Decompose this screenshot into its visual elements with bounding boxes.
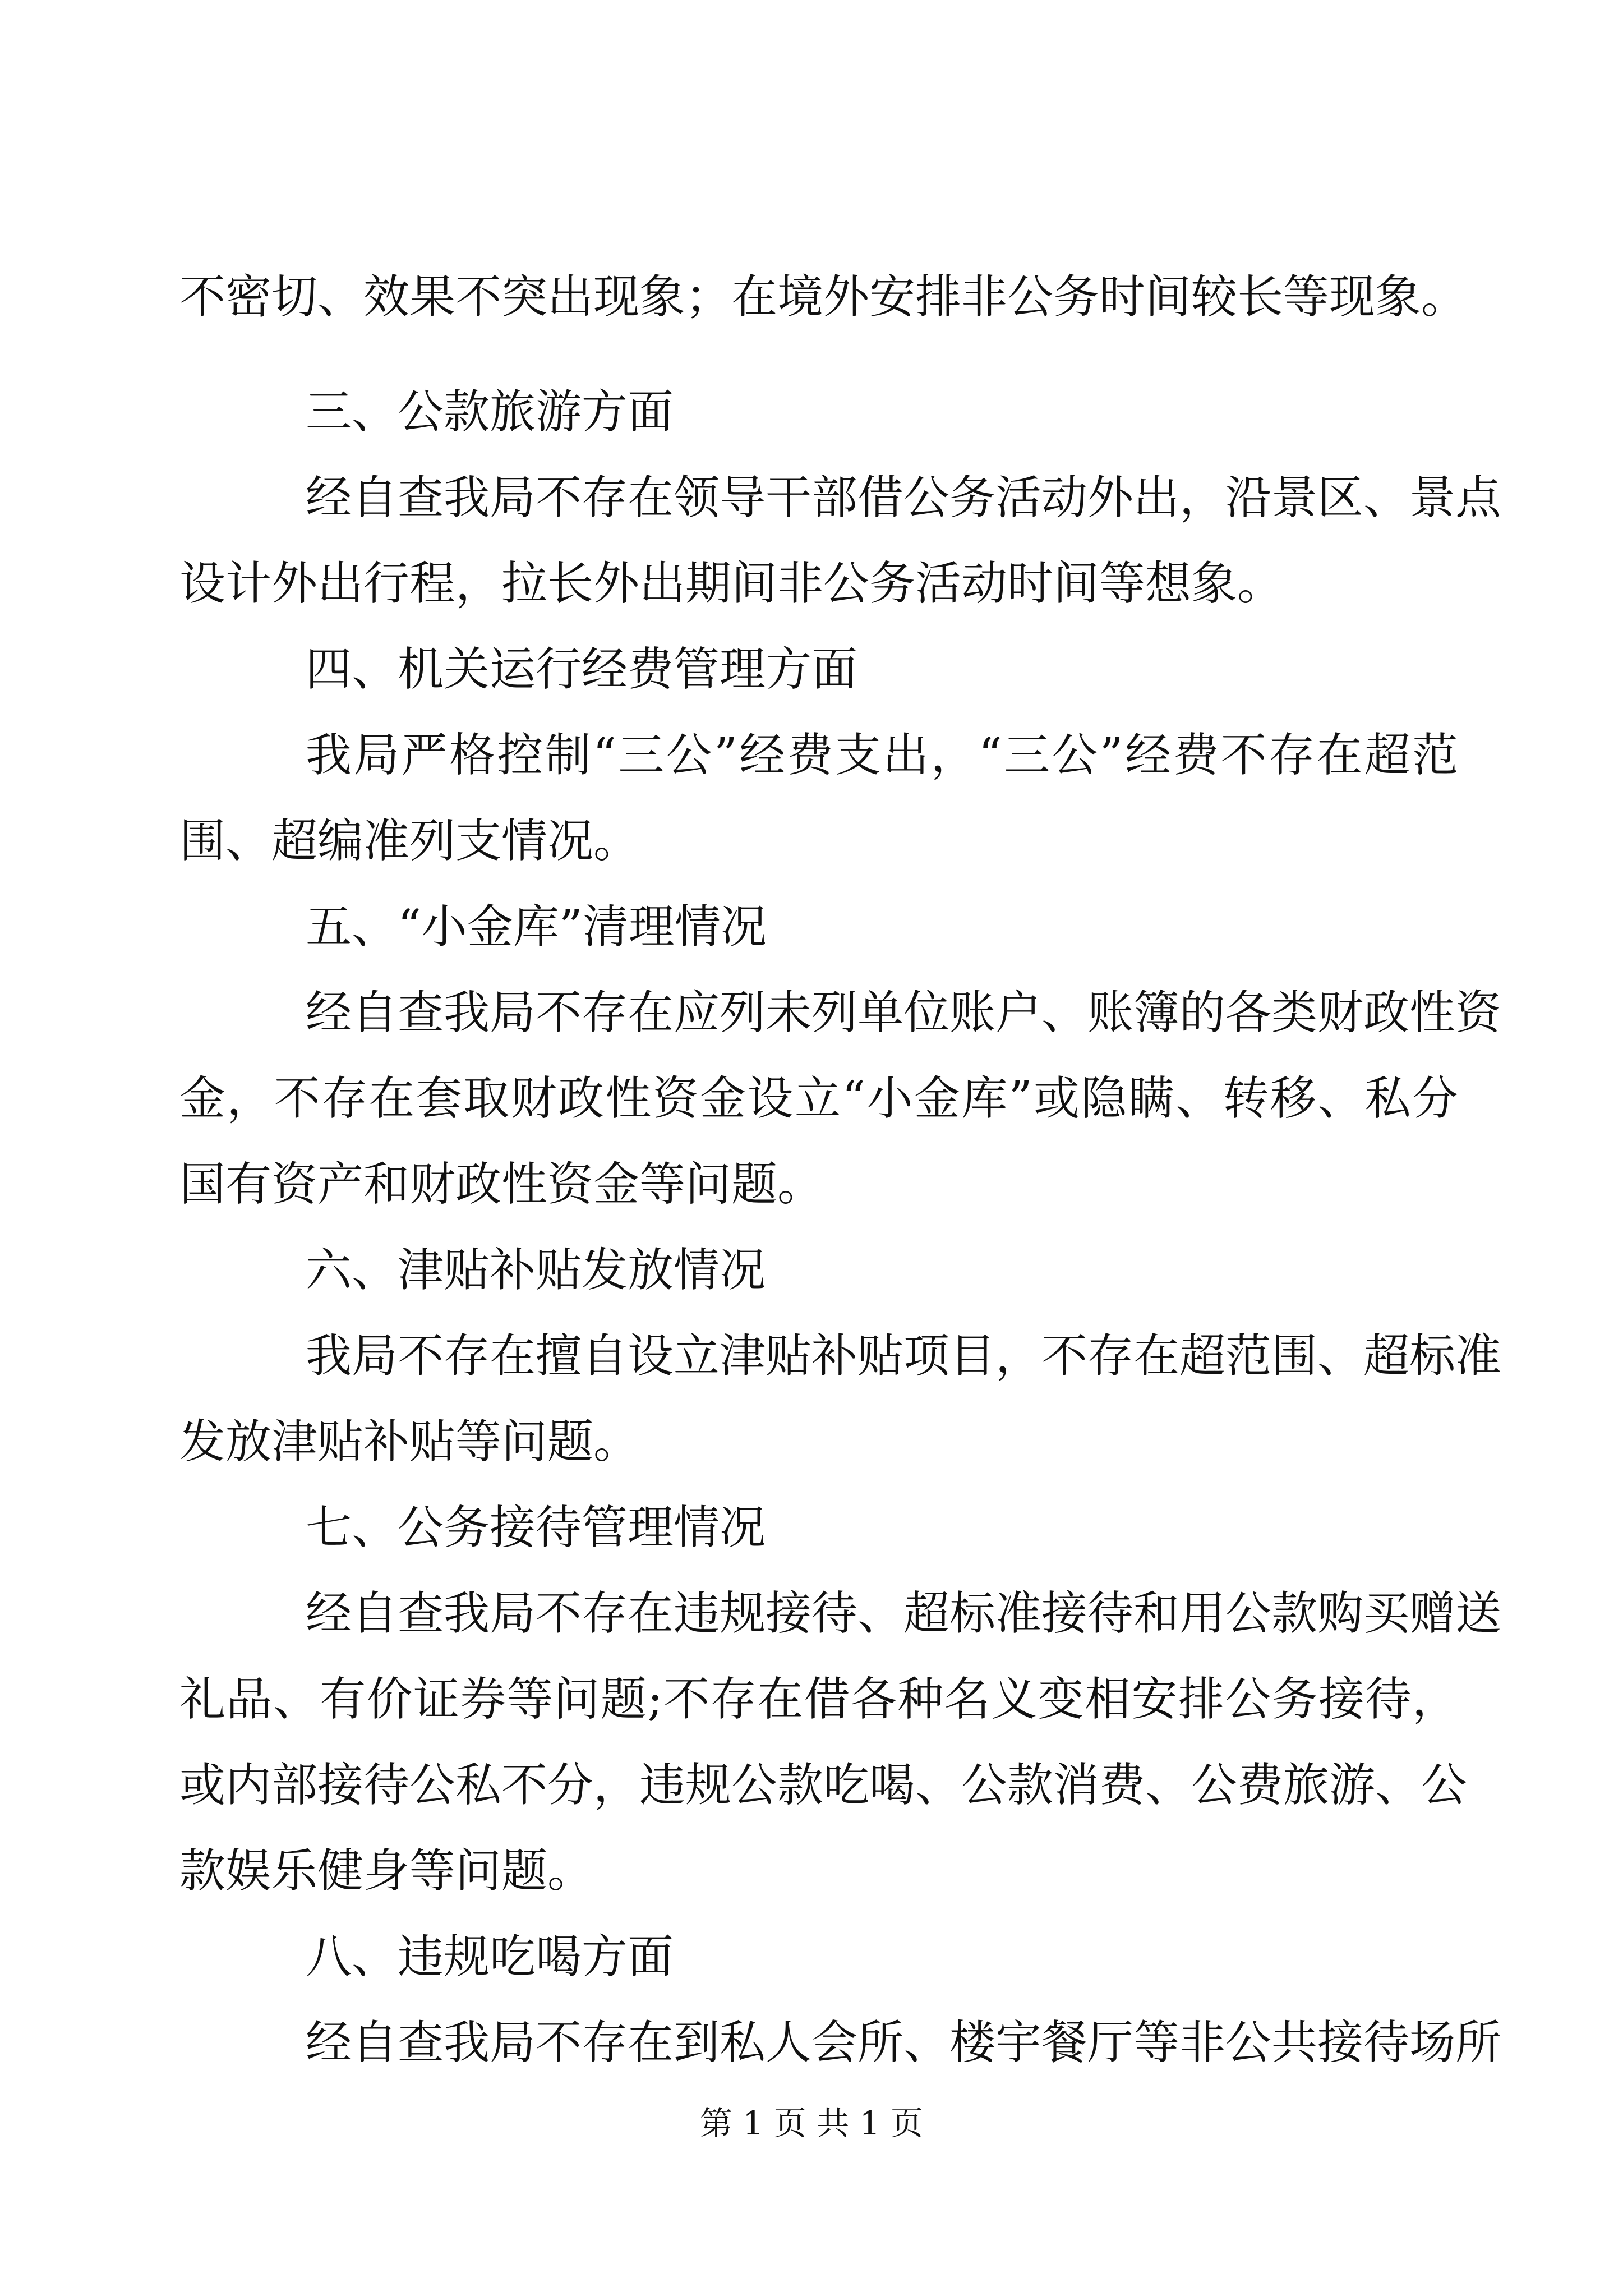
body-text-line: 经自查我局不存在到私人会所、楼宇餐厅等非公共接待场所	[306, 2016, 1502, 2069]
body-text-line: 国有资产和财政性资金等问题。	[179, 1158, 824, 1211]
section-heading: 四、机关运行经费管理方面	[306, 643, 858, 696]
body-text-line: 围、超编准列支情况。	[179, 815, 640, 868]
page-number-footer: 第 1 页 共 1 页	[700, 2104, 923, 2142]
body-text-line: 或内部接待公私不分，违规公款吃喝、公款消费、公费旅游、公	[179, 1759, 1468, 1812]
body-text-line: 不密切、效果不突出现象；在境外安排非公务时间较长等现象。	[179, 270, 1468, 324]
section-heading: 三、公款旅游方面	[306, 385, 674, 439]
section-heading: 八、违规吃喝方面	[306, 1930, 674, 1984]
body-text-line: 经自查我局不存在违规接待、超标准接待和用公款购买赠送	[306, 1587, 1502, 1640]
body-text-line: 经自查我局不存在应列未列单位账户、账簿的各类财政性资	[306, 986, 1502, 1039]
body-text-line: 礼品、有价证券等问题;不存在借各种名义变相安排公务接待，	[179, 1673, 1458, 1726]
body-text-line: 发放津贴补贴等问题。	[179, 1415, 640, 1469]
body-text-line: 我局不存在擅自设立津贴补贴项目，不存在超范围、超标准	[306, 1329, 1502, 1383]
body-text-line: 经自查我局不存在领导干部借公务活动外出，沿景区、景点	[306, 471, 1502, 524]
section-heading: 六、津贴补贴发放情况	[306, 1244, 766, 1297]
body-text-line: 设计外出行程，拉长外出期间非公务活动时间等想象。	[179, 557, 1284, 610]
body-text-line: 款娱乐健身等问题。	[179, 1844, 594, 1898]
body-text-line: 我局严格控制“三公”经费支出，“三公”经费不存在超范	[306, 729, 1458, 782]
section-heading: 七、公务接待管理情况	[306, 1501, 766, 1554]
section-heading: 五、“小金库”清理情况	[306, 900, 767, 954]
body-text-line: 金，不存在套取财政性资金设立“小金库”或隐瞒、转移、私分	[179, 1072, 1458, 1125]
